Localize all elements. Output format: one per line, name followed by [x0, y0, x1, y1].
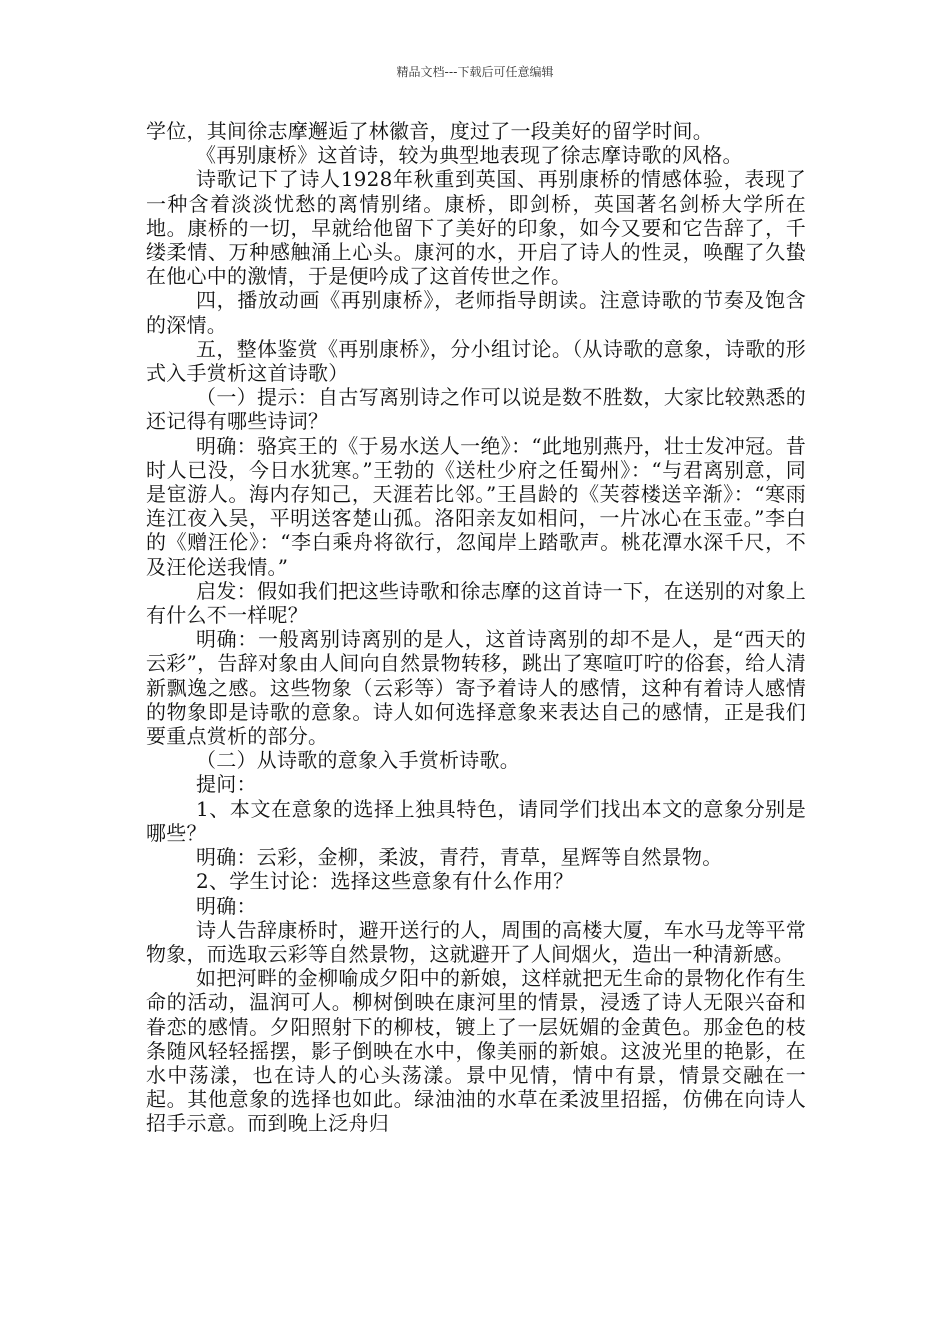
paragraph-9: 明确：一般离别诗离别的是人，这首诗离别的却不是人，是“西天的云彩”，告辞对象由人间向自然景物转移，跳出了寒喧叮咛的俗套，给人清新飘逸之感。这些物象（云彩等）寄予着诗人的感情，这种有着诗人感情的物象即是诗歌的意象。诗人如何选择意象来表达自己的感情，正是我们要重点赏析的部分。 [146, 627, 806, 749]
paragraph-1: 学位，其间徐志摩邂逅了林徽音，度过了一段美好的留学时间。 [146, 119, 713, 143]
page-header: 精品文档---下载后可任意编辑 [396, 65, 554, 79]
paragraph-10: （二）从诗歌的意象入手赏析诗歌。 [196, 748, 520, 773]
paragraph-3: 诗歌记下了诗人1928年秋重到英国、再别康桥的情感体验，表现了一种含着淡淡忧愁的离情别绪。康桥，即剑桥，英国著名剑桥大学所在地。康桥的一切，早就给他留下了美好的印象，如今又要和它告辞了，千缕柔情、万种感触涌上心头。康河的水，开启了诗人的性灵，唤醒了久蛰在他心中的激情，于是便吟成了这首传世之作。 [146, 167, 806, 289]
paragraph-15: 明确： [196, 893, 257, 918]
paragraph-7: 明确：骆宾王的《于易水送人一绝》：“此地别燕丹，壮士发冲冠。昔时人已没，今日水犹寒。”王勃的《送杜少府之任蜀州》：“与君离别意，同是宦游人。海内存知己，天涯若比邻。”王昌龄的《芙蓉楼送辛渐》：“寒雨连江夜入吴，平明送客楚山孤。洛阳亲友如相问，一片冰心在玉壶。”李白的《赠汪伦》：“李白乘舟将欲行，忽闻岸上踏歌声。桃花潭水深千尺，不及汪伦送我情。” [146, 433, 806, 579]
paragraph-11: 提问： [196, 772, 257, 797]
paragraph-8: 启发：假如我们把这些诗歌和徐志摩的这首诗一下，在送别的对象上有什么不一样呢？ [146, 578, 806, 628]
document-body [146, 119, 806, 1136]
paragraph-16: 诗人告辞康桥时，避开送行的人，周围的高楼大厦，车水马龙等平常物象，而选取云彩等自然景物，这就避开了人间烟火，造出一种清新感。 [146, 917, 806, 966]
paragraph-6: （一）提示：自古写离别诗之作可以说是数不胜数，大家比较熟悉的还记得有哪些诗词？ [146, 385, 806, 434]
paragraph-12: 1、本文在意象的选择上独具特色，请同学们找出本文的意象分别是哪些？ [146, 796, 806, 845]
paragraph-17: 如把河畔的金柳喻成夕阳中的新娘，这样就把无生命的景物化作有生命的活动，温润可人。柳树倒映在康河里的情景，浸透了诗人无限兴奋和眷恋的感情。夕阳照射下的柳枝，镀上了一层妩媚的金黄色。那金色的枝条随风轻轻摇摆，影子倒映在水中，像美丽的新娘。这波光里的艳影，在水中荡漾，也在诗人的心头荡漾。景中见情，情中有景，情景交融在一起。其他意象的选择也如此。绿油油的水草在柔波里招摇，仿佛在向诗人招手示意。而到晚上泛舟归 [146, 966, 806, 1136]
paragraph-14: 2、学生讨论：选择这些意象有什么作用？ [196, 869, 574, 894]
paragraph-13: 明确：云彩，金柳，柔波，青荇，青草，星辉等自然景物。 [196, 845, 723, 870]
paragraph-5: 五，整体鉴赏《再别康桥》，分小组讨论。（从诗歌的意象，诗歌的形式入手赏析这首诗歌） [146, 336, 806, 386]
paragraph-2: 《再别康桥》这首诗，较为典型地表现了徐志摩诗歌的风格。 [196, 143, 743, 168]
paragraph-4: 四，播放动画《再别康桥》，老师指导朗读。注意诗歌的节奏及饱含的深情。 [146, 288, 806, 337]
